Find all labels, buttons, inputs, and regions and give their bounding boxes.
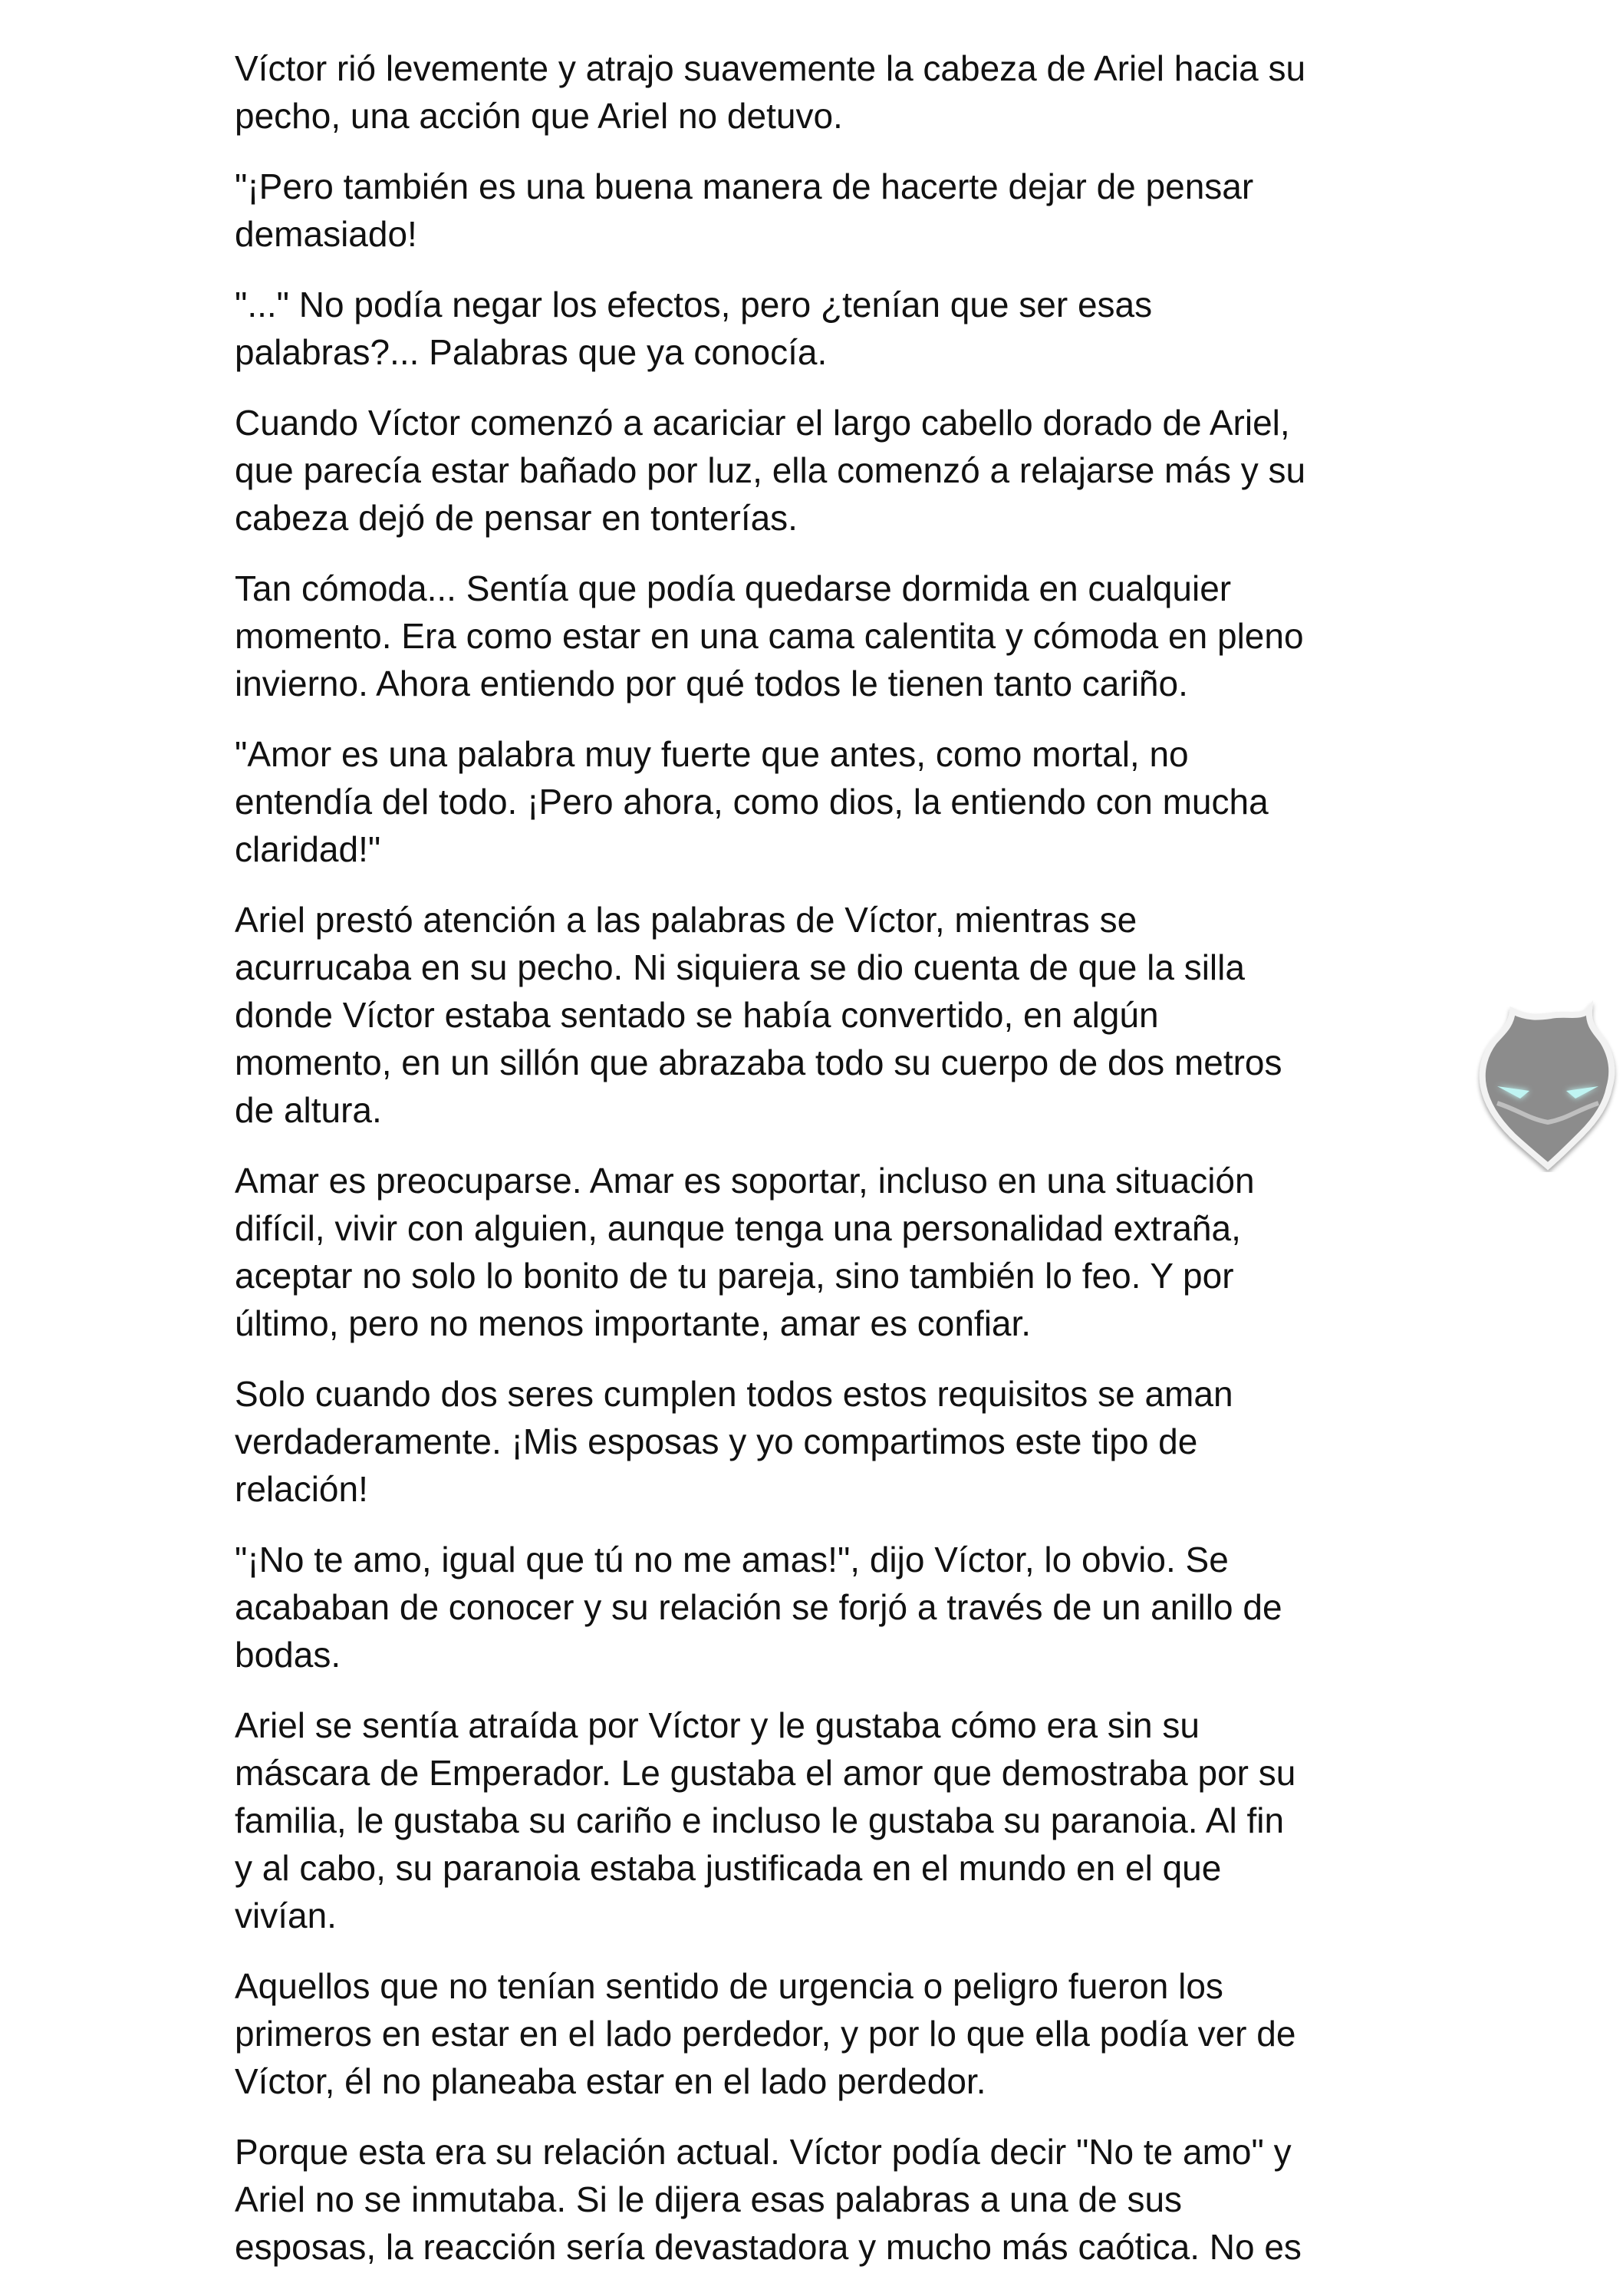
paragraph: Solo cuando dos seres cumplen todos estos requisitos se aman verdaderamente. ¡Mis esposas y yo compartimos este tipo de relación! [235, 1374, 1233, 1509]
paragraph: "Amor es una palabra muy fuerte que antes, como mortal, no entendía del todo. ¡Pero ahora, como dios, la entiendo con mucha claridad!" [235, 734, 1269, 869]
demon-head-logo-icon [1467, 996, 1623, 1172]
paragraph: Víctor rió levemente y atrajo suavemente la cabeza de Ariel hacia su pecho, una acción que Ariel no detuvo. [235, 48, 1306, 136]
paragraph: "¡Pero también es una buena manera de hacerte dejar de pensar demasiado! [235, 166, 1254, 254]
paragraph: Porque esta era su relación actual. Víctor podía decir "No te amo" y Ariel no se inmutaba. Si le dijera esas palabras a una de sus esposas, la reacción sería devastadora y mucho más caótica. No es [235, 2132, 1302, 2267]
document-body [235, 44, 1431, 2294]
paragraph: "¡No te amo, igual que tú no me amas!", dijo Víctor, lo obvio. Se acababan de conocer y su relación se forjó a través de un anillo de bodas. [235, 1540, 1282, 1675]
paragraph: Amar es preocuparse. Amar es soportar, incluso en una situación difícil, vivir con alguien, aunque tenga una personalidad extraña, aceptar no solo lo bonito de tu pareja, sino también lo feo. Y por último, pero no menos importante, amar es confiar. [235, 1161, 1255, 1343]
paragraph: Tan cómoda... Sentía que podía quedarse dormida en cualquier momento. Era como estar en una cama calentita y cómoda en pleno invierno. Ahora entiendo por qué todos le tienen tanto cariño. [235, 568, 1304, 703]
paragraph: Ariel prestó atención a las palabras de Víctor, mientras se acurrucaba en su pecho. Ni siquiera se dio cuenta de que la silla donde Víctor estaba sentado se había convertido, en algún momento, en un sillón que abrazaba todo su cuerpo de dos metros de altura. [235, 900, 1282, 1130]
paragraph: Cuando Víctor comenzó a acariciar el largo cabello dorado de Ariel, que parecía estar bañado por luz, ella comenzó a relajarse más y su cabeza dejó de pensar en tonterías. [235, 403, 1306, 538]
paragraph: "..." No podía negar los efectos, pero ¿tenían que ser esas palabras?... Palabras que ya conocía. [235, 285, 1153, 372]
paragraph: Ariel se sentía atraída por Víctor y le gustaba cómo era sin su máscara de Emperador. Le gustaba el amor que demostraba por su familia, le gustaba su cariño e incluso le gustaba su paranoia. Al fin y al cabo, su paranoia estaba justificada en el mundo en el que vivían. [235, 1705, 1296, 1935]
paragraph: Aquellos que no tenían sentido de urgencia o peligro fueron los primeros en estar en el lado perdedor, y por lo que ella podía ver de Víctor, él no planeaba estar en el lado perdedor. [235, 1966, 1296, 2101]
